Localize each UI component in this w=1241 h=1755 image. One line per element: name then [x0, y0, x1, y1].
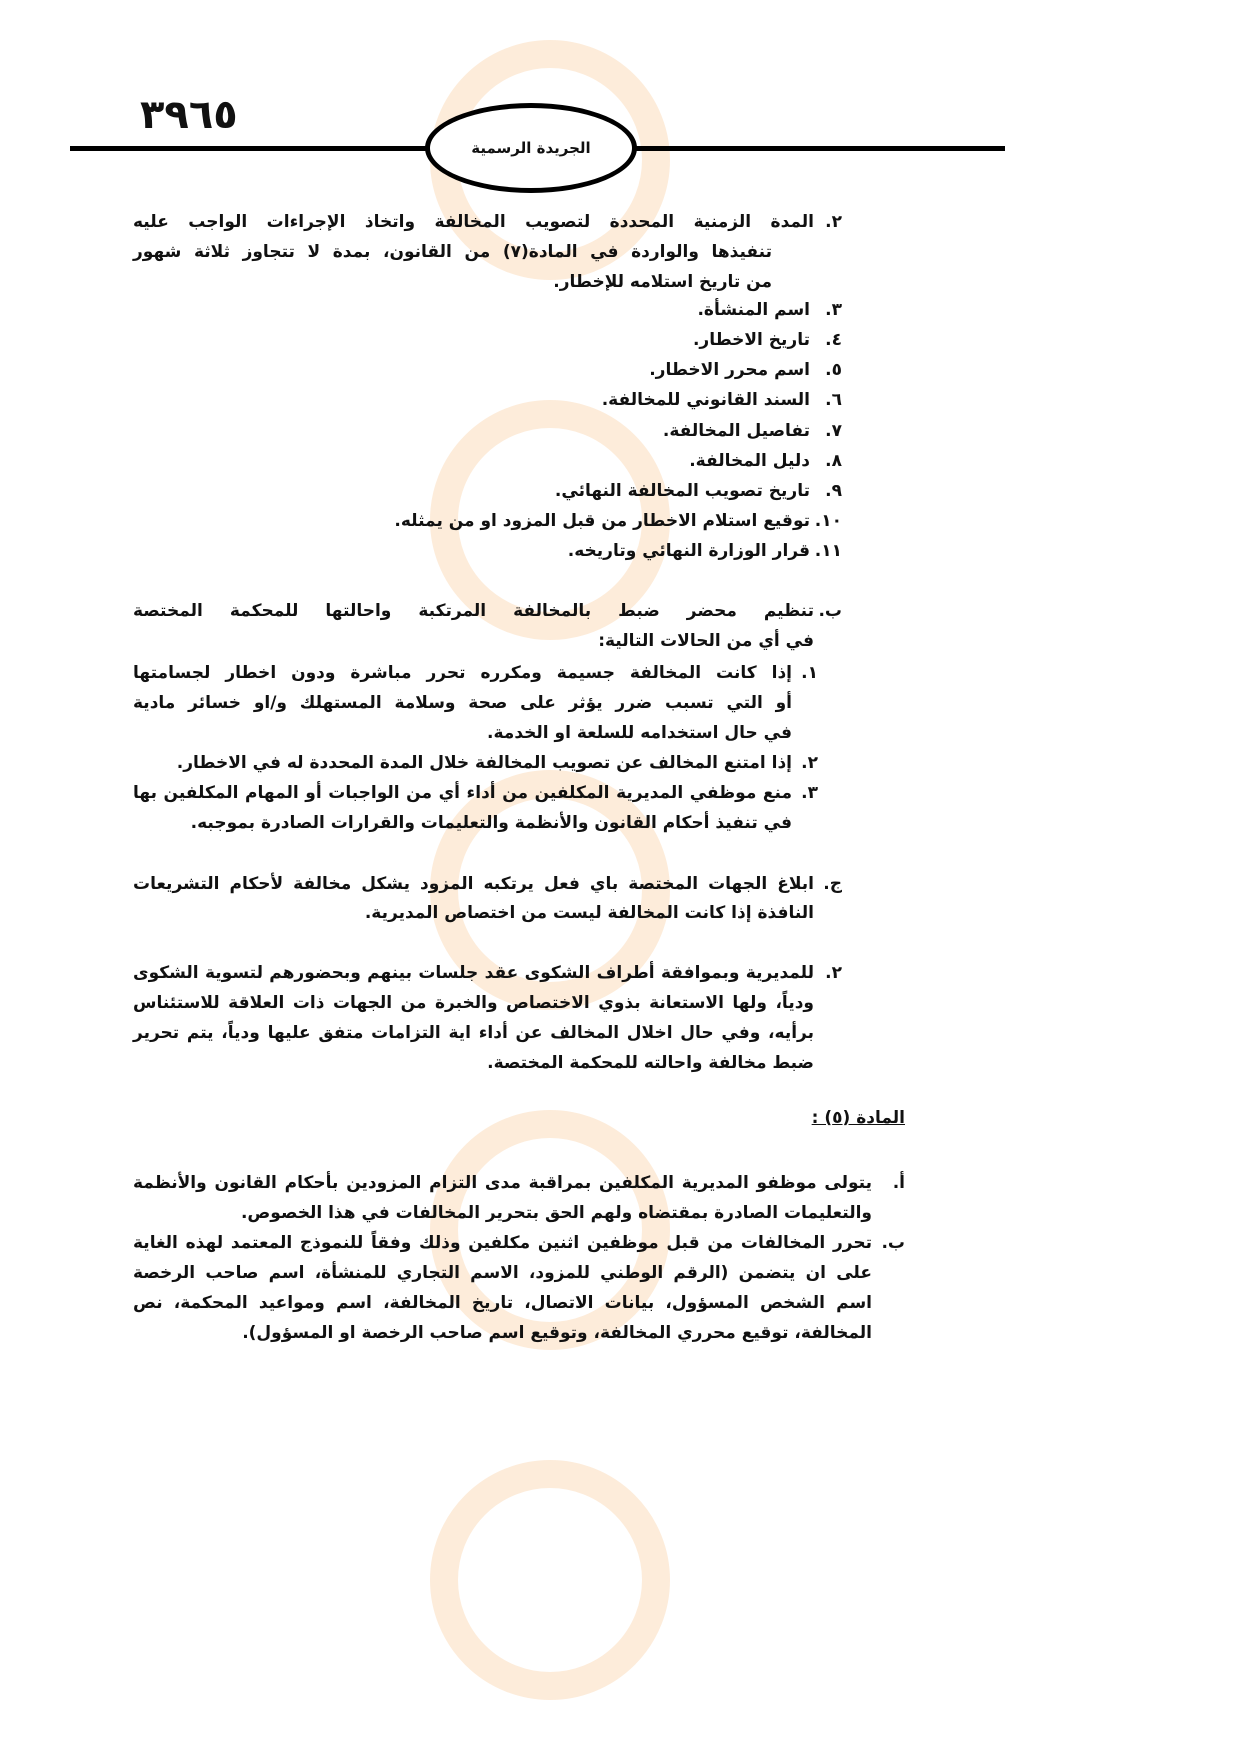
gazette-title: الجريدة الرسمية: [471, 139, 591, 157]
article-5-item-b-line: اسم الشخص المسؤول، بيانات الاتصال، تاريخ المخالفة، اسم ومواعيد المحكمة، نص: [133, 1293, 872, 1313]
list-item-marker: ١١.: [814, 541, 842, 561]
list-item-line: دليل المخالفة.: [689, 451, 810, 471]
article-5-item-b-line: المخالفة، توقيع محرري المخالفة، وتوقيع اسم صاحب الرخصة او المسؤول).: [242, 1323, 872, 1343]
list-item-marker: ٣.: [825, 300, 842, 320]
list-item-line: تفاصيل المخالفة.: [662, 421, 810, 441]
list-item-line: السند القانوني للمخالفة.: [601, 390, 810, 410]
section-c-line: النافذة إذا كانت المخالفة ليست من اختصاص المديرية.: [364, 903, 814, 923]
list-item-marker: ٥.: [825, 360, 842, 380]
list-item-marker: ٦.: [825, 390, 842, 410]
list-item-2-marker: ٢.: [825, 212, 842, 232]
case-3-line: في تنفيذ أحكام القانون والأنظمة والتعليمات والقرارات الصادرة بموجبه.: [190, 813, 792, 833]
case-3-line: منع موظفي المديرية المكلفين من أداء أي من الواجبات أو المهام المكلفين بها: [133, 783, 792, 803]
case-2-line: إذا امتنع المخالف عن تصويب المخالفة خلال المدة المحددة له في الاخطار.: [176, 753, 792, 773]
case-1-line: في حال استخدامه للسلعة او الخدمة.: [487, 723, 792, 743]
list-item-line: قرار الوزارة النهائي وتاريخه.: [567, 541, 810, 561]
watermark-clock: [430, 1460, 670, 1700]
list-item-marker: ٩.: [825, 481, 842, 501]
section-c-line: ابلاغ الجهات المختصة باي فعل يرتكبه المزود يشكل مخالفة لأحكام التشريعات: [133, 874, 814, 894]
list-item-marker: ٤.: [825, 330, 842, 350]
list-item-2-line: من تاريخ استلامه للإخطار.: [553, 272, 772, 292]
clause-2-marker: ٢.: [825, 963, 842, 983]
clause-2-line: ودياً، ولها الاستعانة بذوي الاختصاص والخبرة من الجهات ذات العلاقة للاستئناس: [133, 993, 814, 1013]
list-item-line: تاريخ الاخطار.: [692, 330, 810, 350]
article-5-item-b-line: على ان يتضمن (الرقم الوطني للمزود، الاسم التجاري للمنشأة، اسم صاحب الرخصة: [133, 1263, 872, 1283]
case-1-marker: ١.: [801, 663, 818, 683]
clause-2-line: للمديرية وبموافقة أطراف الشكوى عقد جلسات بينهم وبحضورهم لتسوية الشكوى: [133, 963, 814, 983]
list-item-line: تاريخ تصويب المخالفة النهائي.: [554, 481, 810, 501]
list-item-marker: ٨.: [825, 451, 842, 471]
article-5-item-b-marker: ب.: [881, 1233, 905, 1253]
list-item-line: توقيع استلام الاخطار من قبل المزود او من يمثله.: [394, 511, 810, 531]
case-1-line: أو التي تسبب ضرر يؤثر على صحة وسلامة المستهلك و/او خسائر مادية: [133, 693, 792, 713]
list-item-2-line: المدة الزمنية المحددة لتصويب المخالفة واتخاذ الإجراءات الواجب عليه: [133, 212, 814, 232]
section-c-marker: ج.: [823, 874, 842, 894]
clause-2-line: ضبط مخالفة واحالته للمحكمة المختصة.: [487, 1053, 814, 1073]
article-5-heading: المادة (٥) :: [811, 1108, 905, 1128]
section-b-line: تنظيم محضر ضبط بالمخالفة المرتكبة واحالتها للمحكمة المختصة: [133, 601, 814, 621]
list-item-line: اسم المنشأة.: [697, 300, 810, 320]
article-5-item-a-line: والتعليمات الصادرة بمقتضاه ولهم الحق بتحرير المخالفات في هذا الخصوص.: [240, 1203, 872, 1223]
list-item-line: اسم محرر الاخطار.: [649, 360, 810, 380]
section-b-marker: ب.: [818, 601, 842, 621]
section-b-line: في أي من الحالات التالية:: [598, 631, 814, 651]
clause-2-line: برأيه، وفي حال اخلال المخالف عن أداء اية التزامات متفق عليها ودياً، يتم تحرير: [133, 1023, 814, 1043]
gazette-title-ellipse: [425, 103, 637, 193]
page-number: ٣٩٦٥: [140, 92, 238, 138]
case-1-line: إذا كانت المخالفة جسيمة ومكرره تحرر مباشرة ودون اخطار لجسامتها: [133, 663, 792, 683]
list-item-2-line: تنفيذها والواردة في المادة(٧) من القانون، بمدة لا تتجاوز ثلاثة شهور: [133, 242, 772, 262]
article-5-item-a-marker: أ.: [892, 1173, 905, 1193]
article-5-item-b-line: تحرر المخالفات من قبل موظفين اثنين مكلفين وذلك وفقاً للنموذج المعتمد لهذه الغاية: [133, 1233, 872, 1253]
list-item-marker: ١٠.: [814, 511, 842, 531]
article-5-item-a-line: يتولى موظفو المديرية المكلفين بمراقبة مدى التزام المزودين بأحكام القانون والأنظمة: [133, 1173, 872, 1193]
list-item-marker: ٧.: [825, 421, 842, 441]
case-2-marker: ٢.: [801, 753, 818, 773]
case-3-marker: ٣.: [801, 783, 818, 803]
